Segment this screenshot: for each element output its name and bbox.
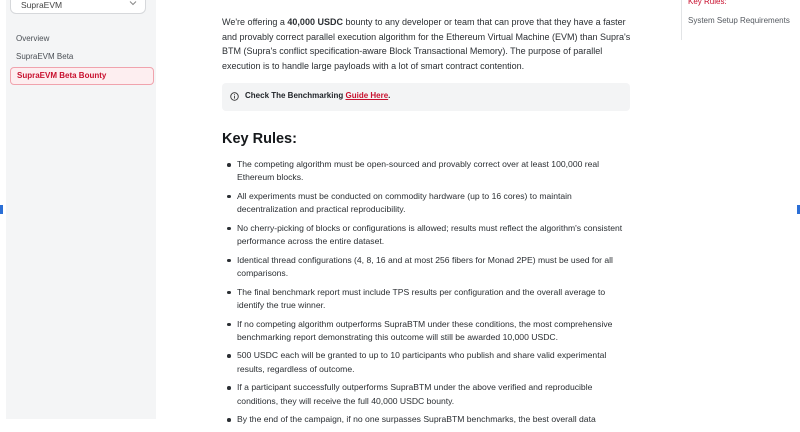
version-select[interactable]: [10, 0, 146, 14]
callout-suffix: .: [388, 91, 391, 100]
list-item: If no competing algorithm outperforms SupraBTM under these conditions, the most comprehensive benchmarking report demonstrating this outcome will still be awarded 10,000 USDC.: [222, 318, 632, 344]
version-select-value: SupraEVM: [21, 0, 63, 10]
intro-paragraph: [222, 15, 632, 73]
table-of-contents: [681, 0, 800, 40]
callout-prefix: Check The Benchmarking: [245, 91, 346, 100]
callout-text: [245, 91, 390, 100]
list-item: By the end of the campaign, if no one surpasses SupraBTM benchmarks, the best overall data: [222, 413, 632, 426]
list-item: The final benchmark report must include TPS results per configuration and the overall average to identify the true winner.: [222, 286, 632, 312]
sidebar-item-label: SupraEVM Beta Bounty: [17, 71, 107, 80]
list-item: Identical thread configurations (4, 8, 16 and at most 256 fibers for Monad 2PE) must be used for all comparisons.: [222, 254, 632, 280]
key-rules-heading: Key Rules:: [222, 131, 297, 147]
intro-text-start: We're offering a: [222, 17, 288, 27]
list-item: 500 USDC each will be granted to up to 10 participants who publish and share valid experimental results, regardless of outcome.: [222, 349, 632, 375]
toc-item-key-rules[interactable]: Key Rules:: [688, 0, 727, 6]
guide-link[interactable]: Guide Here: [345, 91, 389, 100]
sidebar-item-label: Overview: [16, 34, 50, 43]
left-edge-marker: [0, 205, 3, 214]
info-icon: [230, 92, 239, 101]
sidebar-item-supraevm-beta[interactable]: [10, 49, 154, 65]
sidebar-item-label: SupraEVM Beta: [16, 52, 74, 61]
benchmark-callout: [222, 83, 630, 111]
list-item: No cherry-picking of blocks or configurations is allowed; results must reflect the algorithm's consistent performance across the entire dataset.: [222, 222, 632, 248]
list-item: All experiments must be conducted on commodity hardware (up to 16 cores) to maintain decentralization and practical reproducibility.: [222, 190, 632, 216]
list-item: The competing algorithm must be open-sourced and provably correct over at least 100,000 real Ethereum blocks.: [222, 158, 632, 184]
rules-list: [222, 158, 632, 432]
sidebar-item-supraevm-beta-bounty[interactable]: [10, 67, 154, 85]
bounty-amount: 40,000 USDC: [287, 17, 343, 27]
intro-text-end: bounty to any developer or team that can prove that they have a faster and provably correct parallel execution algorithm for the Ethereum Virtual Machine (EVM) than Supra's BTM (Supra's conflict specification-aware Block Transactional Memory). The purpose of parallel execution is to handle large payloads with a lot of smart contract contention.: [222, 17, 631, 71]
toc-item-system-setup[interactable]: System Setup Requirements: [688, 16, 790, 25]
sidebar: [6, 0, 156, 419]
sidebar-item-overview[interactable]: [10, 31, 154, 47]
list-item: If a participant successfully outperforms SupraBTM under the above verified and reproducible conditions, they will receive the full 40,000 USDC bounty.: [222, 381, 632, 407]
chevron-down-icon: [129, 0, 137, 7]
